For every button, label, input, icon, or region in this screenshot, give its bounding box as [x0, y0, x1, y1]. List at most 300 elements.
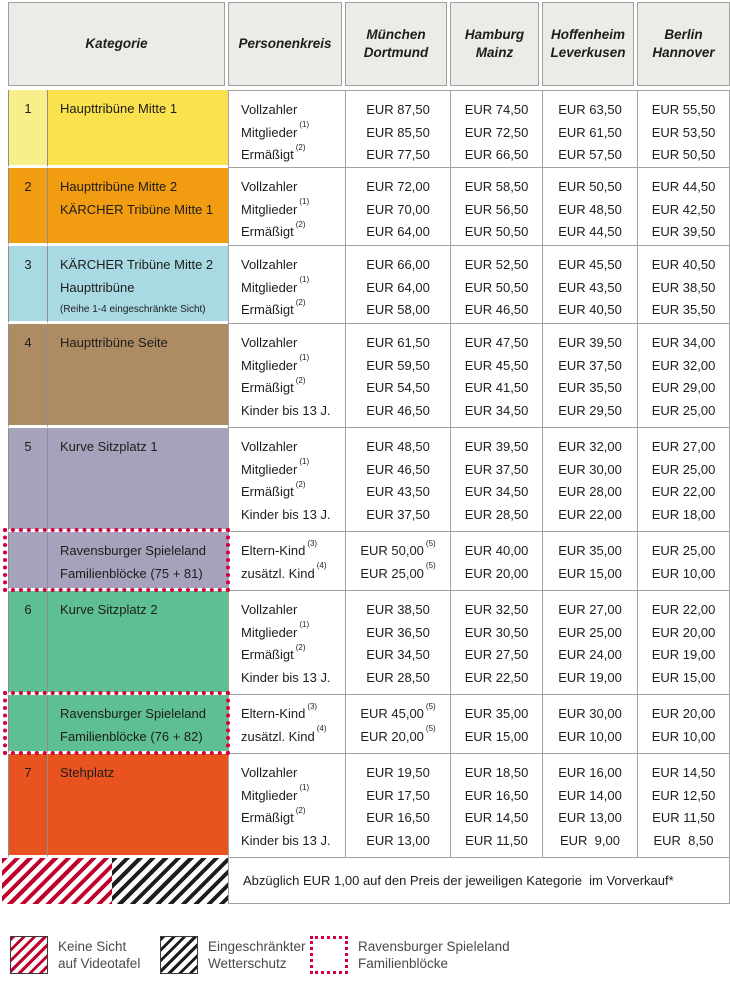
price-cell: EUR 37,50: [366, 507, 430, 523]
header-opponents-hamburg: [450, 2, 539, 86]
header-opponent-line: Mainz: [475, 45, 514, 60]
price-column: [542, 591, 637, 695]
legend-text: [208, 936, 306, 974]
price-cell: EUR 20,00 $^{(5)}$: [360, 724, 436, 744]
price-cell: EUR 8,50: [653, 833, 714, 849]
price-cell: EUR 30,00: [558, 706, 622, 721]
price-area: [228, 90, 730, 168]
price-area: [228, 168, 730, 246]
price-column: [345, 695, 450, 754]
category-number: 4: [8, 324, 47, 428]
price-cell: EUR 45,50: [558, 257, 622, 272]
category-name: [47, 246, 228, 324]
limited-weather-protection-hatch-swatch: [112, 858, 228, 904]
category-name-line: Ravensburger Spieleland: [60, 706, 206, 721]
price-column: [542, 90, 637, 168]
price-cell: EUR 19,50: [366, 765, 430, 780]
person-label: Ermäßigt $^{(2)}$: [241, 643, 306, 663]
footnote-marker: (3): [307, 701, 318, 711]
footnote-marker: (2): [295, 298, 306, 308]
price-area: [228, 754, 730, 858]
price-cell: EUR 47,50: [464, 335, 529, 350]
person-label: Vollzahler: [241, 335, 298, 350]
person-label: Mitglieder $^{(1)}$: [241, 197, 310, 217]
price-cell: EUR 50,00 $^{(5)}$: [360, 538, 436, 558]
person-label: Mitglieder $^{(1)}$: [241, 457, 310, 477]
price-cell: EUR 64,00: [366, 224, 430, 240]
category-name-line: Familienblöcke (76 + 82): [60, 728, 203, 744]
price-cell: EUR 11,50: [465, 833, 528, 849]
legend: [10, 936, 730, 974]
personenkreis-column: [228, 168, 345, 246]
price-cell: EUR 15,00: [651, 670, 716, 686]
category-name-line: (Reihe 1-4 eingeschränkte Sicht): [60, 304, 206, 316]
person-label: Mitglieder $^{(1)}$: [241, 120, 310, 140]
price-cell: EUR 34,00: [651, 335, 716, 350]
price-column: [450, 324, 542, 428]
person-label: Vollzahler: [241, 439, 298, 454]
price-cell: EUR 43,50: [558, 279, 622, 295]
price-cell: EUR 44,50: [558, 224, 622, 240]
person-label: Ermäßigt $^{(2)}$: [241, 806, 306, 826]
footnote-marker: (2): [295, 143, 306, 153]
price-cell: EUR 70,00: [366, 201, 430, 217]
person-label: Eltern-Kind $^{(3)}$: [241, 701, 318, 721]
person-label: Kinder bis 13 J.: [241, 403, 331, 419]
price-cell: EUR 40,50: [651, 257, 716, 272]
price-cell: EUR 85,50: [366, 124, 430, 140]
price-column: [637, 754, 730, 858]
table-header-row: [8, 2, 730, 86]
footnote-marker: (2): [295, 220, 306, 230]
personenkreis-column: [228, 591, 345, 695]
price-cell: EUR 30,00: [558, 461, 622, 477]
price-cell: EUR 16,50: [366, 810, 430, 826]
legend-text: [58, 936, 140, 974]
price-cell: EUR 53,50: [651, 124, 716, 140]
price-cell: EUR 32,00: [651, 357, 716, 373]
footnote-marker: (5): [425, 538, 436, 548]
header-personenkreis-label: Personenkreis: [238, 36, 332, 51]
price-cell: EUR 50,50: [558, 179, 622, 194]
no-view-hatch-swatch: [2, 858, 112, 904]
category-name-line: Haupttribüne Mitte 2: [60, 179, 178, 194]
price-cell: EUR 87,50: [366, 102, 430, 117]
header-kategorie: [8, 2, 225, 86]
legend-item-red-hatch: [10, 936, 160, 974]
price-cell: EUR 27,50: [464, 647, 529, 663]
category-cell-group: [8, 246, 228, 324]
price-area: [228, 428, 730, 532]
price-cell: EUR 39,50: [651, 224, 716, 240]
price-column: [637, 168, 730, 246]
price-cell: EUR 16,50: [464, 787, 529, 803]
category-block-1: [8, 90, 730, 168]
price-cell: EUR 46,50: [366, 403, 430, 419]
footnote-marker: (4): [316, 561, 327, 571]
footnote-marker: (1): [299, 197, 310, 207]
price-cell: EUR 35,50: [651, 302, 716, 318]
price-column: [542, 532, 637, 591]
price-cell: EUR 66,00: [366, 257, 430, 272]
category-cell-group: [8, 324, 228, 428]
personenkreis-column: [228, 695, 345, 754]
footnote-marker: (5): [425, 701, 436, 711]
category-name: [47, 532, 228, 591]
price-column: [542, 754, 637, 858]
person-label: Mitglieder $^{(1)}$: [241, 275, 310, 295]
price-column: [637, 90, 730, 168]
personenkreis-column: [228, 532, 345, 591]
category-block-6: [8, 591, 730, 695]
price-cell: EUR 72,50: [464, 124, 529, 140]
price-cell: EUR 27,00: [651, 439, 716, 454]
personenkreis-column: [228, 90, 345, 168]
price-cell: EUR 38,50: [366, 602, 430, 617]
price-cell: EUR 10,00: [651, 565, 716, 581]
legend-text-line: Keine Sicht: [58, 939, 127, 954]
header-opponent-line: Berlin: [664, 27, 703, 42]
price-cell: EUR 22,00: [558, 507, 622, 523]
legend-text-line: Ravensburger Spieleland: [358, 939, 510, 954]
price-cell: EUR 56,50: [464, 201, 529, 217]
category-block-5: [8, 428, 730, 532]
category-cell-group: [8, 695, 228, 754]
footnote-marker: (1): [299, 353, 310, 363]
category-number: 3: [8, 246, 47, 324]
ravensburger-block: [8, 532, 730, 591]
footnote-marker: (2): [295, 643, 306, 653]
category-name: [47, 591, 228, 695]
legend-text: [358, 936, 510, 974]
price-cell: EUR 9,00: [560, 833, 620, 849]
price-column: [345, 168, 450, 246]
category-name-line: Stehplatz: [60, 765, 115, 780]
ravensburger-block: [8, 695, 730, 754]
price-cell: EUR 19,00: [651, 647, 716, 663]
header-opponents-hoffenheim: [542, 2, 634, 86]
price-cell: EUR 37,50: [558, 357, 622, 373]
price-column: [345, 428, 450, 532]
price-column: [450, 90, 542, 168]
price-cell: EUR 45,50: [464, 357, 529, 373]
category-name: [47, 324, 228, 428]
price-column: [542, 695, 637, 754]
category-name-line: KÄRCHER Tribüne Mitte 1: [60, 201, 214, 217]
price-cell: EUR 15,00: [558, 565, 622, 581]
price-column: [542, 324, 637, 428]
header-opponents-berlin: [637, 2, 730, 86]
person-label: Vollzahler: [241, 179, 298, 194]
category-name-line: Haupttribüne Mitte 1: [60, 101, 178, 116]
price-cell: EUR 34,50: [464, 403, 529, 419]
price-column: [450, 532, 542, 591]
price-cell: EUR 41,50: [464, 380, 529, 396]
price-column: [637, 324, 730, 428]
category-name: [47, 90, 228, 168]
price-cell: EUR 39,50: [464, 439, 529, 454]
price-cell: EUR 14,50: [464, 810, 529, 826]
price-cell: EUR 32,50: [464, 602, 529, 617]
personenkreis-column: [228, 246, 345, 324]
personenkreis-column: [228, 324, 345, 428]
person-label: zusätzl. Kind $^{(4)}$: [241, 561, 327, 581]
price-cell: EUR 50,50: [464, 279, 529, 295]
price-cell: EUR 25,00: [558, 624, 622, 640]
price-cell: EUR 25,00: [651, 543, 716, 558]
header-opponent-line: Hamburg: [464, 27, 525, 42]
person-label: Ermäßigt $^{(2)}$: [241, 376, 306, 396]
category-name-line: Haupttribüne Seite: [60, 335, 168, 350]
price-cell: EUR 63,50: [558, 102, 622, 117]
footnote-marker: (3): [307, 538, 318, 548]
person-label: Ermäßigt $^{(2)}$: [241, 298, 306, 318]
legend-text-line: Eingeschränkter: [208, 939, 306, 954]
person-label: Kinder bis 13 J.: [241, 670, 331, 686]
legend-text-line: Wetterschutz: [208, 956, 287, 971]
dotted-icon: [310, 936, 348, 974]
price-cell: EUR 12,50: [651, 787, 716, 803]
person-label: Mitglieder $^{(1)}$: [241, 783, 310, 803]
price-cell: EUR 54,50: [366, 380, 430, 396]
price-cell: EUR 57,50: [558, 147, 622, 163]
price-cell: EUR 35,00: [464, 706, 529, 721]
header-opponent-line: München: [366, 27, 426, 42]
price-cell: EUR 28,50: [366, 670, 430, 686]
price-cell: EUR 59,50: [366, 357, 430, 373]
price-cell: EUR 20,00: [464, 565, 529, 581]
price-cell: EUR 25,00 $^{(5)}$: [360, 561, 436, 581]
header-opponent-line: Dortmund: [363, 45, 429, 60]
price-column: [450, 168, 542, 246]
price-cell: EUR 66,50: [464, 147, 529, 163]
price-column: [637, 591, 730, 695]
price-cell: EUR 42,50: [651, 201, 716, 217]
price-cell: EUR 55,50: [651, 102, 716, 117]
price-cell: EUR 39,50: [558, 335, 622, 350]
price-column: [450, 246, 542, 324]
price-column: [637, 695, 730, 754]
price-column: [345, 532, 450, 591]
price-cell: EUR 20,00: [651, 624, 716, 640]
price-cell: EUR 36,50: [366, 624, 430, 640]
header-opponent-line: Hoffenheim: [550, 27, 625, 42]
price-cell: EUR 32,00: [558, 439, 622, 454]
header-opponent-line: Hannover: [652, 45, 715, 60]
price-cell: EUR 44,50: [651, 179, 716, 194]
price-cell: EUR 20,00: [651, 706, 716, 721]
price-cell: EUR 43,50: [366, 484, 430, 500]
price-column: [542, 428, 637, 532]
price-cell: EUR 46,50: [366, 461, 430, 477]
footnote-marker: (1): [299, 457, 310, 467]
person-label: Ermäßigt $^{(2)}$: [241, 480, 306, 500]
category-name-line: Ravensburger Spieleland: [60, 543, 206, 558]
price-cell: EUR 14,00: [558, 787, 622, 803]
person-label: Kinder bis 13 J.: [241, 507, 331, 523]
price-cell: EUR 40,00: [464, 543, 529, 558]
category-name-line: Familienblöcke (75 + 81): [60, 565, 203, 581]
category-cell-group: [8, 532, 228, 591]
footnote-marker: (2): [295, 376, 306, 386]
price-cell: EUR 50,50: [464, 224, 529, 240]
person-label: Ermäßigt $^{(2)}$: [241, 143, 306, 163]
price-column: [345, 90, 450, 168]
presale-footnote: Abzüglich EUR 1,00 auf den Preis der jeweiligen Kategorie im Vorverkauf*: [228, 858, 730, 904]
price-cell: EUR 27,00: [558, 602, 622, 617]
price-cell: EUR 14,50: [651, 765, 716, 780]
price-cell: EUR 61,50: [366, 335, 430, 350]
price-column: [450, 428, 542, 532]
price-cell: EUR 15,00: [464, 728, 529, 744]
price-cell: EUR 18,00: [651, 507, 716, 523]
price-cell: EUR 46,50: [464, 302, 529, 318]
category-number: 6: [8, 591, 47, 695]
category-cell-group: [8, 168, 228, 246]
category-name: [47, 428, 228, 532]
category-number: 1: [8, 90, 47, 168]
price-cell: EUR 37,50: [464, 461, 529, 477]
legend-text-line: Familienblöcke: [358, 956, 449, 971]
category-cell-group: [8, 591, 228, 695]
price-cell: EUR 45,00 $^{(5)}$: [360, 701, 436, 721]
category-block-3: [8, 246, 730, 324]
category-name-line: KÄRCHER Tribüne Mitte 2: [60, 257, 214, 272]
red-hatch-icon: [10, 936, 48, 974]
footnote-marker: (5): [425, 561, 436, 571]
price-column: [450, 754, 542, 858]
price-cell: EUR 16,00: [558, 765, 622, 780]
price-cell: EUR 18,50: [464, 765, 529, 780]
category-name-line: Kurve Sitzplatz 1: [60, 439, 158, 454]
person-label: Mitglieder $^{(1)}$: [241, 353, 310, 373]
price-cell: EUR 28,50: [464, 507, 529, 523]
price-cell: EUR 52,50: [464, 257, 529, 272]
price-column: [542, 246, 637, 324]
price-cell: EUR 29,00: [651, 380, 716, 396]
price-column: [345, 591, 450, 695]
price-area: [228, 591, 730, 695]
category-cell-group: [8, 754, 228, 858]
price-area: [228, 695, 730, 754]
price-column: [637, 532, 730, 591]
category-number: 5: [8, 428, 47, 532]
personenkreis-column: [228, 754, 345, 858]
person-label: Eltern-Kind $^{(3)}$: [241, 538, 318, 558]
legend-item-black-hatch: [160, 936, 310, 974]
category-cell-group: [8, 90, 228, 168]
price-cell: EUR 13,00: [366, 833, 430, 849]
category-number: 2: [8, 168, 47, 246]
person-label: Vollzahler: [241, 602, 298, 617]
footnote-marker: (1): [299, 275, 310, 285]
table-body: [8, 90, 730, 858]
price-column: [450, 695, 542, 754]
footnote-marker: (5): [425, 724, 436, 734]
price-cell: EUR 24,00: [558, 647, 622, 663]
category-block-2: [8, 168, 730, 246]
price-column: [345, 324, 450, 428]
footnote-row: [2, 858, 730, 904]
footnote-marker: (4): [316, 724, 327, 734]
black-hatch-icon: [160, 936, 198, 974]
price-cell: EUR 40,50: [558, 302, 622, 318]
price-cell: EUR 10,00: [651, 728, 716, 744]
price-cell: EUR 22,00: [651, 484, 716, 500]
price-column: [450, 591, 542, 695]
price-cell: EUR 25,00: [651, 403, 716, 419]
price-cell: EUR 58,00: [366, 302, 430, 318]
price-cell: EUR 19,00: [558, 670, 622, 686]
price-cell: EUR 17,50: [366, 787, 430, 803]
person-label: Vollzahler: [241, 102, 298, 117]
category-name-line: Kurve Sitzplatz 2: [60, 602, 158, 617]
legend-item-dotted: [310, 936, 510, 974]
price-cell: EUR 50,50: [651, 147, 716, 163]
category-number: [8, 532, 47, 591]
price-cell: EUR 35,50: [558, 380, 622, 396]
price-cell: EUR 13,00: [558, 810, 622, 826]
legend-text-line: auf Videotafel: [58, 956, 141, 971]
price-cell: EUR 34,50: [464, 484, 529, 500]
price-cell: EUR 25,00: [651, 461, 716, 477]
header-opponent-line: Leverkusen: [550, 45, 626, 60]
price-cell: EUR 58,50: [464, 179, 529, 194]
header-personenkreis: [228, 2, 342, 86]
person-label: Mitglieder $^{(1)}$: [241, 620, 310, 640]
price-area: [228, 324, 730, 428]
category-number: [8, 695, 47, 754]
price-area: [228, 246, 730, 324]
category-name: [47, 754, 228, 858]
price-column: [345, 246, 450, 324]
price-cell: EUR 29,50: [558, 403, 622, 419]
person-label: Kinder bis 13 J.: [241, 833, 331, 849]
price-cell: EUR 74,50: [464, 102, 529, 117]
footnote-marker: (1): [299, 783, 310, 793]
price-cell: EUR 30,50: [464, 624, 529, 640]
price-cell: EUR 72,00: [366, 179, 430, 194]
price-cell: EUR 22,50: [464, 670, 529, 686]
person-label: Vollzahler: [241, 257, 298, 272]
price-cell: EUR 38,50: [651, 279, 716, 295]
price-cell: EUR 61,50: [558, 124, 622, 140]
price-cell: EUR 22,00: [651, 602, 716, 617]
person-label: Ermäßigt $^{(2)}$: [241, 220, 306, 240]
category-block-7: [8, 754, 730, 858]
price-area: [228, 532, 730, 591]
price-cell: EUR 34,50: [366, 647, 430, 663]
category-number: 7: [8, 754, 47, 858]
price-column: [345, 754, 450, 858]
price-cell: EUR 48,50: [558, 201, 622, 217]
price-cell: EUR 11,50: [652, 810, 715, 826]
price-column: [637, 246, 730, 324]
price-cell: EUR 64,00: [366, 279, 430, 295]
footnote-marker: (2): [295, 806, 306, 816]
personenkreis-column: [228, 428, 345, 532]
person-label: zusätzl. Kind $^{(4)}$: [241, 724, 327, 744]
price-column: [637, 428, 730, 532]
footnote-marker: (2): [295, 480, 306, 490]
footnote-marker: (1): [299, 120, 310, 130]
header-kategorie-label: Kategorie: [85, 36, 148, 51]
person-label: Vollzahler: [241, 765, 298, 780]
price-cell: EUR 28,00: [558, 484, 622, 500]
header-opponents-münchen: [345, 2, 447, 86]
category-block-4: [8, 324, 730, 428]
price-cell: EUR 10,00: [558, 728, 622, 744]
